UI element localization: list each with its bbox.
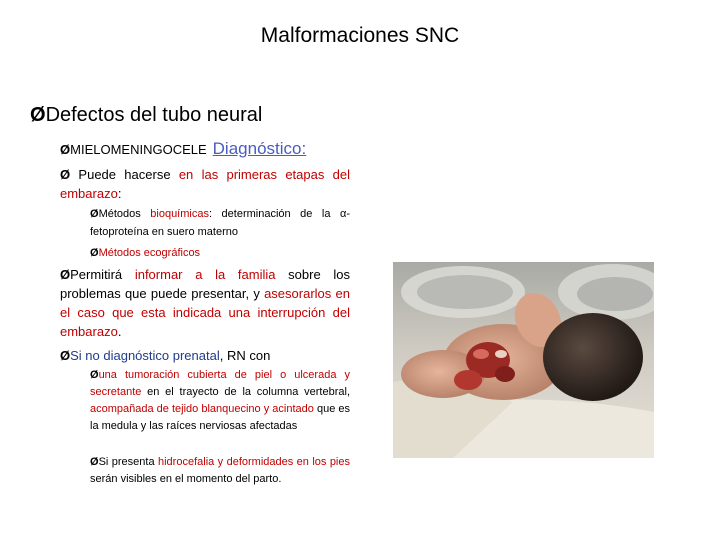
mielomeningocele-line xyxy=(60,139,306,159)
diagnostico-label: Diagnóstico: xyxy=(212,139,307,158)
bullet-text: que es la medula y las raíces nerviosas afectadas xyxy=(90,403,350,432)
bullet-highlight: Métodos ecográficos xyxy=(98,247,201,259)
arrow-bullet-icon: Ø xyxy=(90,208,99,220)
slide-title: Malformaciones SNC xyxy=(260,24,460,47)
bullet-text: : determinación de la α-fetoproteína en suero materno xyxy=(90,208,350,238)
sub-bullet-hidrocefalia xyxy=(90,454,350,488)
arrow-bullet-icon: Ø xyxy=(90,456,99,468)
sub-bullet-ecograficos xyxy=(90,244,350,262)
arrow-bullet-icon: Ø xyxy=(60,167,71,182)
sub-bullet-tumoracion xyxy=(90,367,350,435)
sub-bullet-bioquimicos xyxy=(90,205,350,241)
mielo-label: MIELOMENINGOCELE xyxy=(70,142,207,157)
bullet-text: Permitirá xyxy=(70,267,135,282)
arrow-bullet-icon: Ø xyxy=(30,104,46,126)
section-heading xyxy=(30,104,262,127)
bullet-text: : xyxy=(117,186,122,201)
bullet-etapas xyxy=(60,165,350,203)
bullet-text: Si presenta xyxy=(98,456,158,468)
bullet-highlight: asesorarlos en el caso que esta indicada una interrupción del embarazo xyxy=(60,286,350,339)
bullet-highlight: Si no diagnóstico prenatal xyxy=(70,348,220,363)
bullet-text: , RN con xyxy=(219,348,271,363)
bullet-sin-diagnostico xyxy=(60,346,350,365)
arrow-bullet-icon: Ø xyxy=(60,348,71,363)
bullet-text: Métodos xyxy=(98,208,151,220)
bullet-highlight: en las primeras etapas del embarazo xyxy=(60,167,350,201)
arrow-bullet-icon: Ø xyxy=(90,247,99,259)
bullet-highlight: una tumoración cubierta de piel o ulcerada y secretante xyxy=(90,369,350,398)
clinical-photo-drawing xyxy=(393,262,654,458)
bullet-highlight: acompañada de tejido blanquecino y acintado xyxy=(90,403,314,415)
bullet-permitira xyxy=(60,265,350,341)
arrow-bullet-icon: Ø xyxy=(60,142,71,157)
bullet-text: sobre los problemas que puede presentar, y xyxy=(60,267,350,301)
bullet-highlight: bioquímicas xyxy=(150,208,209,220)
bullet-text: en el trayecto de la columna vertebral, xyxy=(141,386,350,398)
heading-text: Defectos del tubo neural xyxy=(45,104,263,126)
arrow-bullet-icon: Ø xyxy=(60,267,71,282)
bullet-highlight: hidrocefalia y deformidades en los pies xyxy=(158,456,350,468)
bullet-text: serán visibles en el momento del parto. xyxy=(90,473,282,485)
arrow-bullet-icon: Ø xyxy=(90,369,99,381)
bullet-text: Puede hacerse xyxy=(78,167,179,182)
bullet-text: . xyxy=(117,324,122,339)
bullet-highlight: informar a la familia xyxy=(134,267,276,282)
clinical-photo xyxy=(393,262,654,458)
